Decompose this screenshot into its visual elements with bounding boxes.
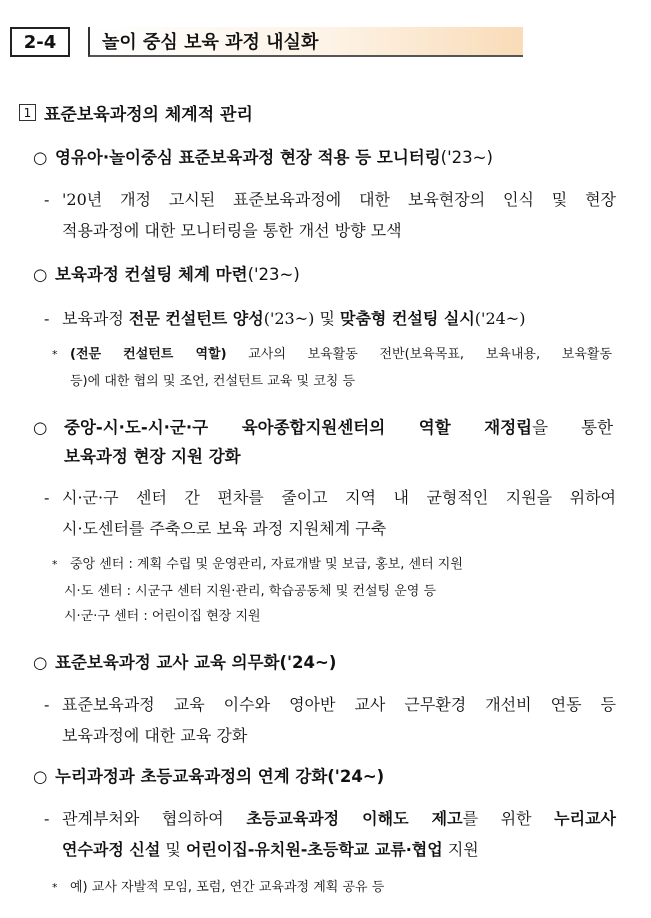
note-consultant-role (52, 343, 612, 367)
note-center-roles (52, 553, 612, 577)
section-number-badge: 2-4 (10, 27, 70, 57)
item-year: ('24~) (279, 653, 337, 672)
note-line: (전문 컨설턴트 역할) 교사의 보육활동 전반(보육목표, 보육내용, 보육활동 (70, 347, 612, 362)
item-title: 누리과정과 초등교육과정의 연계 강화 (55, 767, 328, 786)
detail-curriculum-link (44, 803, 616, 834)
detail-center-role (44, 482, 616, 513)
subsection-title: 표준보육과정의 체계적 관리 (44, 105, 253, 125)
circle-bullet-icon: ○ (33, 265, 48, 284)
subsection-number-box: 1 (19, 104, 36, 121)
circle-bullet-icon: ○ (33, 418, 48, 437)
note-example (52, 876, 612, 900)
item-curriculum-link (33, 763, 384, 791)
asterisk-bullet: * (52, 348, 58, 361)
asterisk-bullet: * (52, 558, 58, 571)
detail-teacher-training (44, 689, 616, 720)
detail-monitoring (44, 184, 616, 215)
item-year: ('24~) (327, 767, 385, 786)
asterisk-bullet: * (52, 881, 58, 894)
detail-line: 보육과정 전문 컨설턴트 양성('23~) 및 맞춤형 컨설팅 실시('24~) (62, 309, 526, 328)
detail-consulting (44, 303, 616, 334)
item-center-role (33, 412, 613, 443)
note-line-cont: 시·군·구 센터 : 어린이집 현장 지원 (64, 609, 261, 624)
note-line-cont: 시·도 센터 : 시군구 센터 지원·관리, 학습공동체 및 컨설팅 운영 등 (64, 584, 437, 599)
detail-line: 관계부처와 협의하여 초등교육과정 이해도 제고를 위한 누리교사 (62, 809, 616, 828)
dash-bullet: - (44, 309, 50, 328)
note-line: 중앙 센터 : 계획 수립 및 운영관리, 자료개발 및 보급, 홍보, 센터 지원 (70, 557, 463, 572)
detail-line-cont: 보육과정에 대한 교육 강화 (62, 726, 248, 745)
item-title: 영유아·놀이중심 표준보육과정 현장 적용 등 모니터링 (55, 148, 441, 167)
note-line-cont: 등)에 대한 협의 및 조언, 컨설턴트 교육 및 코칭 등 (70, 374, 355, 389)
section-title-banner: 놀이 중심 보육 과정 내실화 (88, 27, 523, 57)
detail-line: '20년 개정 고시된 표준보육과정에 대한 보육현장의 인식 및 현장 (62, 190, 616, 209)
item-title: 표준보육과정 교사 교육 의무화 (55, 653, 280, 672)
item-title-cont: 보육과정 현장 지원 강화 (64, 447, 241, 466)
item-monitoring (33, 144, 493, 172)
subsection-heading (19, 100, 253, 125)
dash-bullet: - (44, 809, 50, 828)
circle-bullet-icon: ○ (33, 148, 48, 167)
detail-line: 표준보육과정 교육 이수와 영아반 교사 근무환경 개선비 연동 등 (62, 695, 616, 714)
item-year: ('23~) (440, 148, 493, 167)
detail-line-cont: 연수과정 신설 및 어린이집-유치원-초등학교 교류·협업 지원 (62, 840, 479, 859)
item-year: ('23~) (247, 265, 300, 284)
item-title: 보육과정 컨설팅 체계 마련 (55, 265, 248, 284)
note-line: 예) 교사 자발적 모임, 포럼, 연간 교육과정 계획 공유 등 (70, 880, 385, 895)
dash-bullet: - (44, 190, 50, 209)
dash-bullet: - (44, 488, 50, 507)
item-teacher-training (33, 649, 336, 677)
detail-line: 시·군·구 센터 간 편차를 줄이고 지역 내 균형적인 지원을 위하여 (62, 488, 616, 507)
circle-bullet-icon: ○ (33, 767, 48, 786)
item-consulting (33, 261, 300, 289)
detail-line-cont: 적용과정에 대한 모니터링을 통한 개선 방향 모색 (62, 221, 402, 240)
item-title: 중앙-시·도-시·군·구 육아종합지원센터의 역할 재정립을 통한 (64, 418, 614, 437)
detail-line-cont: 시·도센터를 주축으로 보육 과정 지원체계 구축 (62, 519, 387, 538)
circle-bullet-icon: ○ (33, 653, 48, 672)
dash-bullet: - (44, 695, 50, 714)
